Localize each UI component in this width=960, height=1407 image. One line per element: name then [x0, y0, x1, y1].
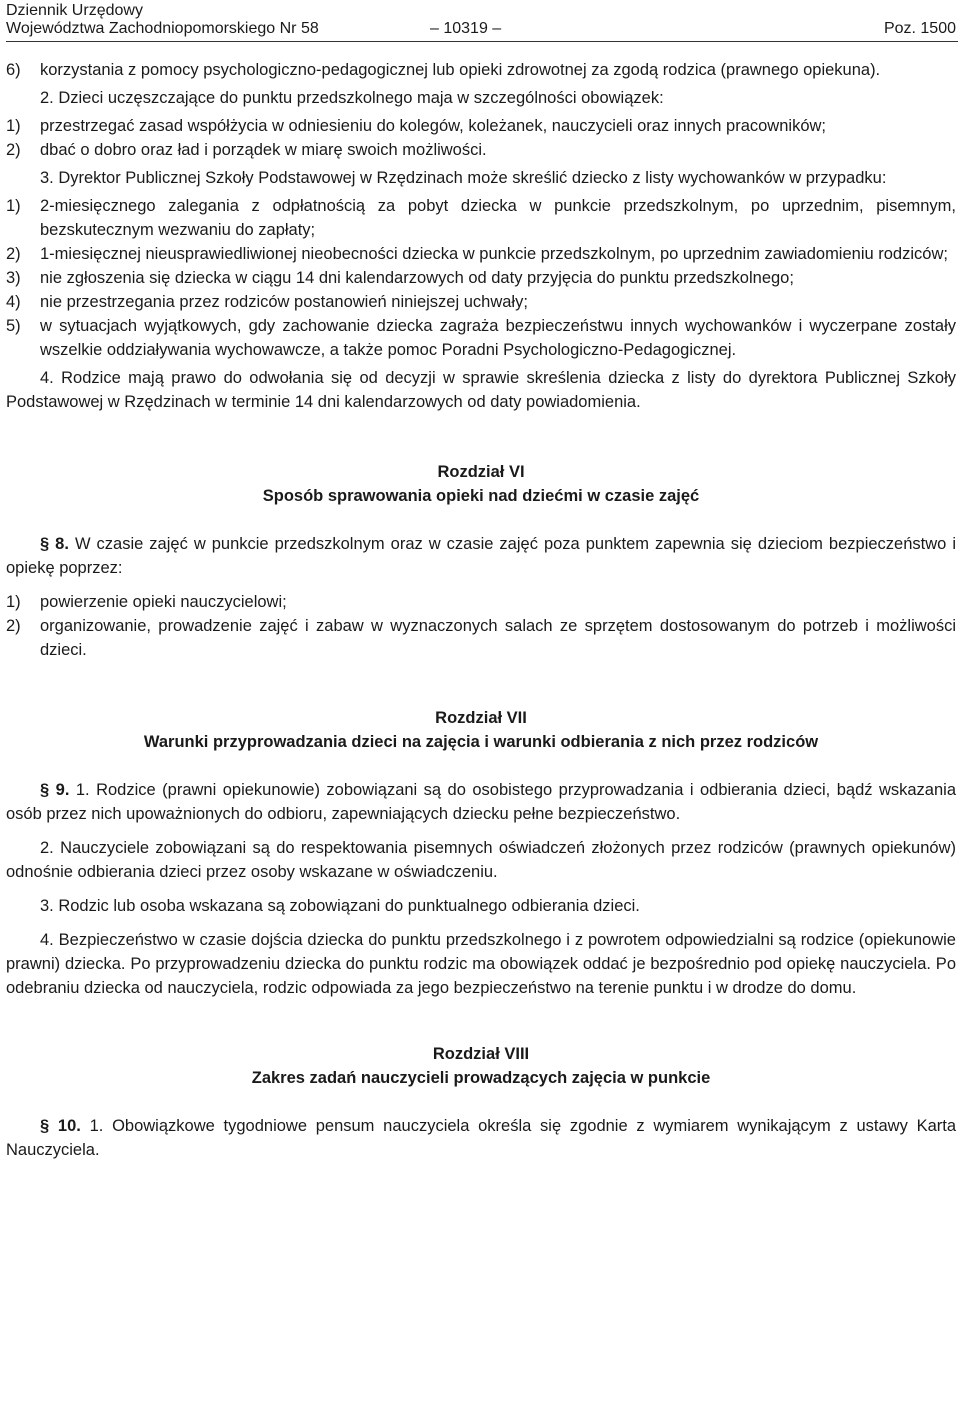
item-text: 1-miesięcznej nieusprawiedliwionej nieobecności dziecka w punkcie przedszkolnym, po uprzednim zawiadomieniu rodziców;	[40, 245, 948, 263]
section-10-paragraph-1	[6, 1114, 956, 1162]
item-number: 6)	[6, 61, 21, 79]
header-divider	[6, 41, 958, 42]
list-item	[6, 138, 956, 162]
list-item	[6, 194, 956, 242]
item-number: 1)	[6, 197, 21, 215]
item-text: nie przestrzegania przez rodziców postanowień niniejszej uchwały;	[40, 293, 528, 311]
position-number: Poz. 1500	[883, 20, 956, 37]
item-number: 4)	[6, 293, 21, 311]
list-item	[6, 58, 956, 82]
section-9-paragraph-3: 3. Rodzic lub osoba wskazana są zobowiązani do punktualnego odbierania dzieci.	[40, 897, 640, 915]
list-item	[6, 266, 956, 290]
item-number: 5)	[6, 317, 21, 335]
item-text: dbać o dobro oraz ład i porządek w miarę swoich możliwości.	[40, 141, 487, 159]
item-text: 2-miesięcznego zalegania z odpłatnością za pobyt dziecka w punkcie przedszkolnym, po uprzednim, pisemnym, bezskutecznym wezwaniu do zapłaty;	[40, 197, 956, 239]
item-text: nie zgłoszenia się dziecka w ciągu 14 dni kalendarzowych od daty przyjęcia do punktu przedszkolnego;	[40, 269, 794, 287]
item-number: 2)	[6, 245, 21, 263]
header-row-2	[6, 20, 956, 38]
section-mark: § 8.	[40, 535, 69, 553]
chapter-7-label: Rozdział VII	[435, 709, 527, 727]
chapter-6-label: Rozdział VI	[437, 463, 525, 481]
journal-title-line1: Dziennik Urzędowy	[6, 2, 143, 19]
section-text: 1. Obowiązkowe tygodniowe pensum nauczyciela określa się zgodnie z wymiarem wynikającym z ustawy Karta Nauczyciela.	[6, 1117, 957, 1159]
item-number: 3)	[6, 269, 21, 287]
section-text: 1. Rodzice (prawni opiekunowie) zobowiązani są do osobistego przyprowadzania i odbierania dzieci, bądź wskazania osób przez nich upoważnionych do odbioru, zapewniających dziecku pełne bezpieczeństwo.	[6, 781, 956, 823]
document-body	[6, 58, 956, 1162]
item-number: 1)	[6, 593, 21, 611]
item-text: organizowanie, prowadzenie zajęć i zabaw w wyznaczonych salach ze sprzętem dostosowanym do potrzeb i możliwości dzieci.	[40, 617, 956, 659]
list-item	[6, 290, 956, 314]
paragraph-3: 3. Dyrektor Publicznej Szkoły Podstawowej w Rzędzinach może skreślić dziecko z listy wychowanków w przypadku:	[40, 169, 887, 187]
chapter-7-title: Warunki przyprowadzania dzieci na zajęcia i warunki odbierania z nich przez rodziców	[143, 733, 819, 751]
chapter-6-title: Sposób sprawowania opieki nad dziećmi w czasie zajęć	[262, 487, 700, 505]
paragraph-2: 2. Dzieci uczęszczające do punktu przedszkolnego maja w szczególności obowiązek:	[40, 89, 664, 107]
section-9-paragraph-4: 4. Bezpieczeństwo w czasie dojścia dziecka do punktu przedszkolnego i z powrotem odpowiedzialni są rodzice (opiekunowie prawni) dziecka. Po przyprowadzeniu dziecka do punktu rodzic ma obowiązek oddać je bezpośrednio pod opiekę nauczyciela. Po odebraniu dziecka od nauczyciela, rodzic odpowiada za jego bezpieczeństwo na terenie punktu i w drodze do domu.	[6, 931, 956, 997]
item-text: powierzenie opieki nauczycielowi;	[40, 593, 287, 611]
section-8	[6, 532, 956, 580]
chapter-8-label: Rozdział VIII	[432, 1045, 530, 1063]
section-mark: § 9.	[40, 781, 70, 799]
header-row-1	[6, 2, 956, 20]
list-item	[6, 314, 956, 362]
list-item	[6, 590, 956, 614]
item-text: korzystania z pomocy psychologiczno-pedagogicznej lub opieki zdrowotnej za zgodą rodzica (prawnego opiekuna).	[40, 61, 881, 79]
list-item	[6, 114, 956, 138]
journal-title-line2: Województwa Zachodniopomorskiego Nr 58	[6, 20, 319, 37]
page-number: – 10319 –	[430, 20, 502, 37]
page-header	[6, 2, 956, 38]
item-number: 2)	[6, 141, 21, 159]
item-text: w sytuacjach wyjątkowych, gdy zachowanie dziecka zagraża bezpieczeństwu innych wychowanków i wyczerpane zostały wszelkie oddziaływania wychowawcze, a także pomoc Poradni Psychologiczno-Pedagogicznej.	[40, 317, 956, 359]
section-9-paragraph-1	[6, 778, 956, 826]
chapter-8-title: Zakres zadań nauczycieli prowadzących zajęcia w punkcie	[251, 1069, 711, 1087]
section-mark: § 10.	[40, 1117, 81, 1135]
list-item	[6, 614, 956, 662]
section-9-paragraph-2: 2. Nauczyciele zobowiązani są do respektowania pisemnych oświadczeń złożonych przez rodziców (prawnych opiekunów) odnośnie odbierania dzieci przez osoby wskazane w oświadczeniu.	[6, 839, 956, 881]
item-text: przestrzegać zasad współżycia w odniesieniu do kolegów, koleżanek, nauczycieli oraz innych pracowników;	[40, 117, 826, 135]
item-number: 1)	[6, 117, 21, 135]
list-item	[6, 242, 956, 266]
section-text: W czasie zajęć w punkcie przedszkolnym oraz w czasie zajęć poza punktem zapewnia się dzieciom bezpieczeństwo i opiekę poprzez:	[6, 535, 956, 577]
item-number: 2)	[6, 617, 21, 635]
paragraph-4: 4. Rodzice mają prawo do odwołania się od decyzji w sprawie skreślenia dziecka z listy do dyrektora Publicznej Szkoły Podstawowej w Rzędzinach w terminie 14 dni kalendarzowych od daty powiadomienia.	[6, 369, 956, 411]
